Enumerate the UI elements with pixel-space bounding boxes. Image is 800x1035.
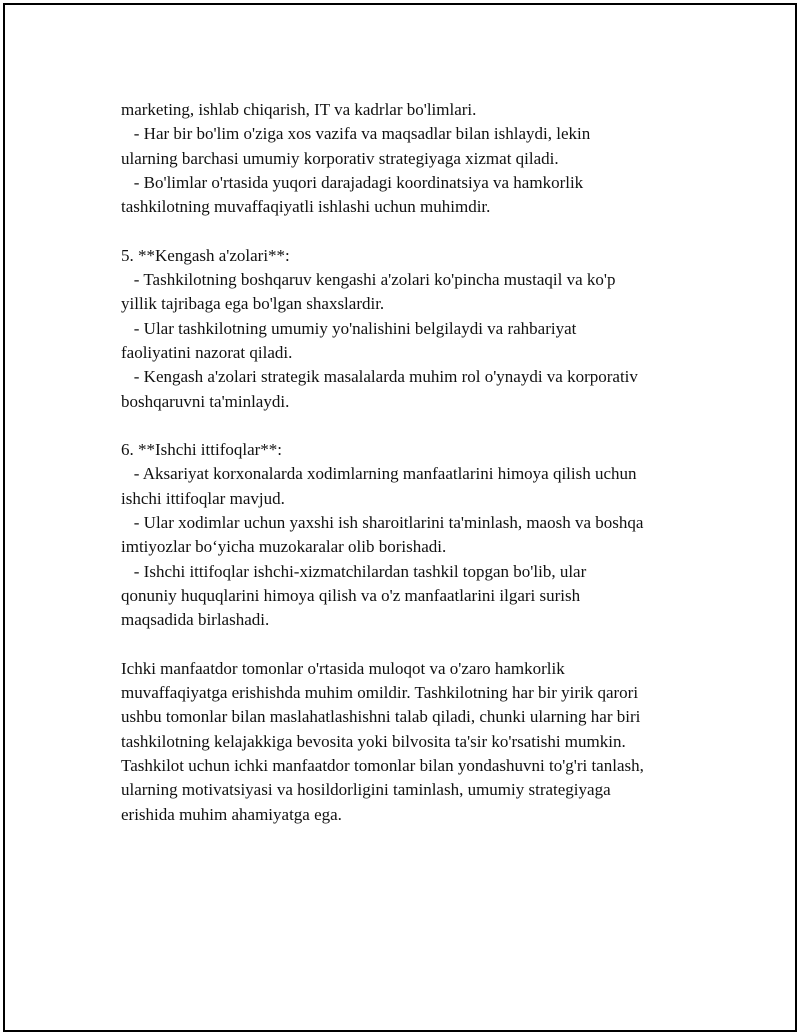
text-line: - Bo'limlar o'rtasida yuqori darajadagi koordinatsiya va hamkorlik bbox=[121, 172, 584, 192]
text-line: ularning barchasi umumiy korporativ strategiyaga xizmat qiladi. bbox=[121, 148, 559, 168]
text-line: ushbu tomonlar bilan maslahatlashishni talab qiladi, chunki ularning har biri bbox=[121, 707, 641, 727]
section-heading: 6. **Ishchi ittifoqlar**: bbox=[121, 440, 283, 460]
text-line: - Ular tashkilotning umumiy yo'nalishini belgilaydi va rahbariyat bbox=[121, 318, 577, 338]
document-page bbox=[3, 3, 797, 1032]
paragraph-gap bbox=[121, 219, 721, 243]
section-heading: 5. **Kengash a'zolari**: bbox=[121, 245, 290, 265]
text-line: ularning motivatsiyasi va hosildorligini taminlash, umumiy strategiyaga bbox=[121, 780, 611, 800]
text-line: Tashkilot uchun ichki manfaatdor tomonlar bilan yondashuvni to'g'ri tanlash, bbox=[121, 756, 644, 776]
text-line: erishida muhim ahamiyatga ega. bbox=[121, 804, 342, 824]
text-line: tashkilotning kelajakkiga bevosita yoki bilvosita ta'sir ko'rsatishi mumkin. bbox=[121, 731, 626, 751]
paragraph-gap bbox=[121, 414, 721, 438]
text-line: - Ular xodimlar uchun yaxshi ish sharoitlarini ta'minlash, maosh va boshqa bbox=[121, 513, 644, 533]
text-line: muvaffaqiyatga erishishda muhim omildir. Tashkilotning har bir yirik qarori bbox=[121, 683, 639, 703]
text-line: imtiyozlar bo‘yicha muzokaralar olib borishadi. bbox=[121, 537, 447, 557]
text-line: tashkilotning muvaffaqiyatli ishlashi uchun muhimdir. bbox=[121, 197, 491, 217]
text-line: - Ishchi ittifoqlar ishchi-xizmatchilardan tashkil topgan bo'lib, ular bbox=[121, 561, 587, 581]
text-line: marketing, ishlab chiqarish, IT va kadrlar bo'limlari. bbox=[121, 100, 477, 119]
text-line: - Kengash a'zolari strategik masalalarda muhim rol o'ynaydi va korporativ bbox=[121, 367, 638, 387]
text-line: yillik tajribaga ega bo'lgan shaxslardir. bbox=[121, 294, 385, 314]
text-line: qonuniy huquqlarini himoya qilish va o'z manfaatlarini ilgari surish bbox=[121, 585, 581, 605]
text-line: - Har bir bo'lim o'ziga xos vazifa va maqsadlar bilan ishlaydi, lekin bbox=[121, 124, 591, 144]
text-line: maqsadida birlashadi. bbox=[121, 610, 270, 630]
text-line: ishchi ittifoqlar mavjud. bbox=[121, 488, 285, 508]
document-body bbox=[121, 98, 721, 827]
text-line: boshqaruvni ta'minlaydi. bbox=[121, 391, 290, 411]
text-line: - Tashkilotning boshqaruv kengashi a'zolari ko'pincha mustaqil va ko'p bbox=[121, 270, 616, 290]
text-line: Ichki manfaatdor tomonlar o'rtasida muloqot va o'zaro hamkorlik bbox=[121, 658, 565, 678]
text-line: faoliyatini nazorat qiladi. bbox=[121, 342, 293, 362]
paragraph-gap bbox=[121, 633, 721, 657]
text-line: - Aksariyat korxonalarda xodimlarning manfaatlarini himoya qilish uchun bbox=[121, 464, 637, 484]
